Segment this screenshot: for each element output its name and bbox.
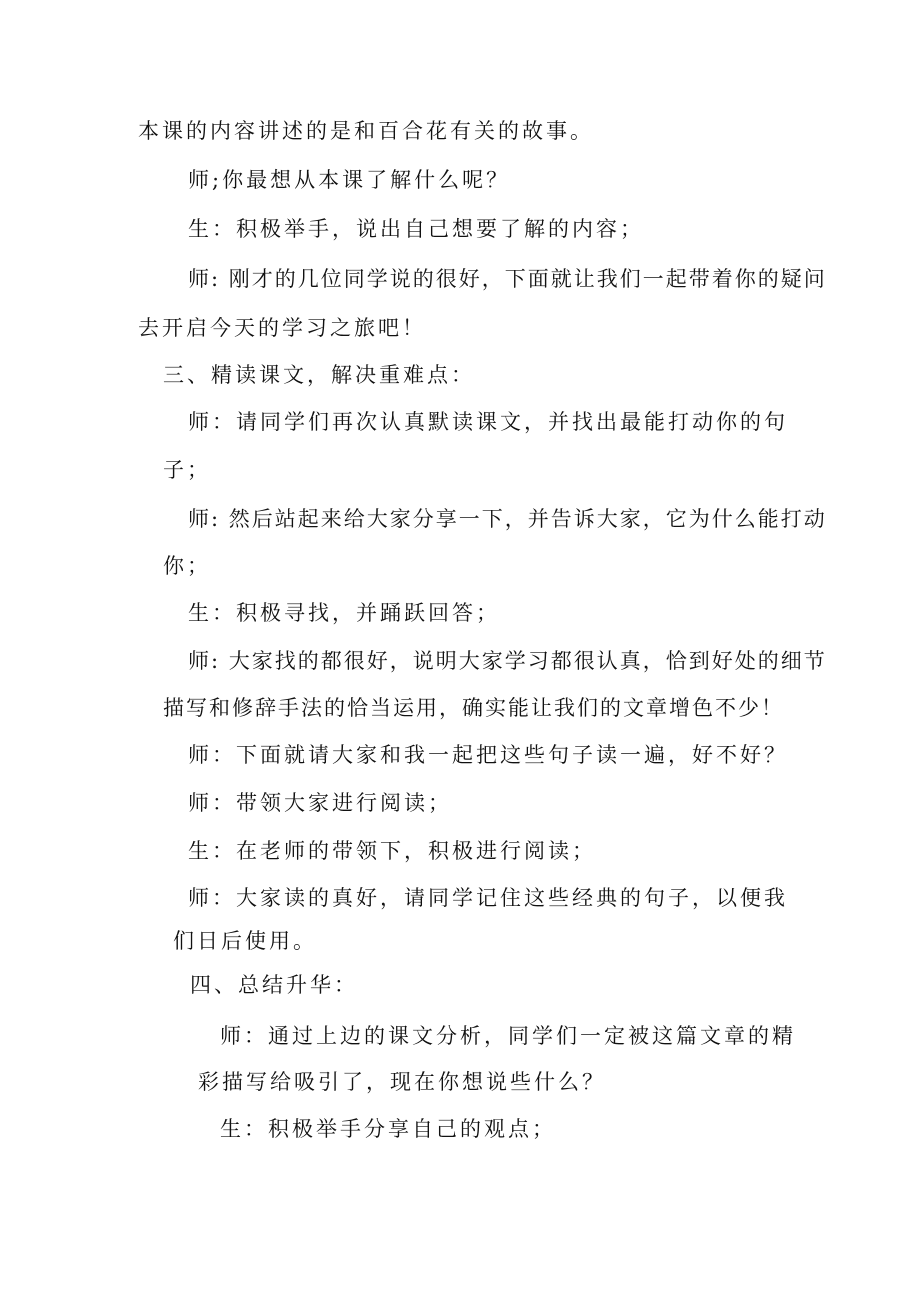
section-heading-3: 三、精读课文，解决重难点： — [163, 363, 475, 387]
text-line-8: 子； — [163, 458, 211, 482]
text-line-7: 师：请同学们再次认真默读课文，并找出最能打动你的句 — [188, 410, 788, 434]
text-line-18: 们日后使用。 — [173, 929, 317, 953]
text-line-4: 师: 刚才的几位同学说的很好，下面就让我们一起带着你的疑问 — [188, 267, 827, 291]
text-line-2: 师;你最想从本课了解什么呢？ — [188, 168, 511, 192]
text-line-10: 你； — [163, 554, 211, 578]
text-line-3: 生：积极举手，说出自己想要了解的内容； — [188, 217, 644, 241]
text-line-13: 描写和修辞手法的恰当运用，确实能让我们的文章增色不少！ — [163, 696, 784, 720]
text-line-12: 师: 大家找的都很好，说明大家学习都很认真，恰到好处的细节 — [188, 649, 827, 673]
text-line-9: 师: 然后站起来给大家分享一下，并告诉大家，它为什么能打动 — [188, 507, 827, 531]
text-line-15: 师：带领大家进行阅读； — [188, 791, 452, 815]
text-line-17: 师：大家读的真好，请同学记住这些经典的句子，以便我 — [188, 886, 788, 910]
text-line-16: 生：在老师的带领下，积极进行阅读； — [188, 839, 596, 863]
text-line-21: 彩描写给吸引了，现在你想说些什么？ — [198, 1070, 606, 1094]
text-line-22: 生：积极举手分享自己的观点； — [220, 1117, 556, 1141]
text-line-11: 生：积极寻找，并踊跃回答； — [188, 601, 500, 625]
text-line-14: 师：下面就请大家和我一起把这些句子读一遍，好不好？ — [188, 743, 788, 767]
text-line-20: 师：通过上边的课文分析，同学们一定被这篇文章的精 — [220, 1024, 796, 1048]
section-heading-4: 四、总结升华： — [190, 973, 358, 997]
text-line-1: 本课的内容讲述的是和百合花有关的故事。 — [138, 119, 594, 143]
text-line-5: 去开启今天的学习之旅吧！ — [138, 316, 426, 340]
